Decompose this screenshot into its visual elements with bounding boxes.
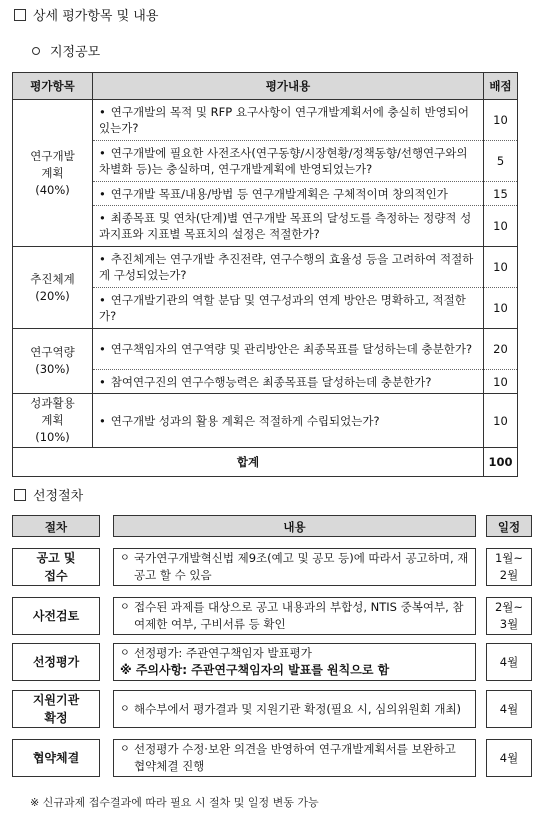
score-cell: 20 — [484, 329, 518, 370]
item-cell: • 연구개발 성과의 활용 계획은 적절하게 수립되었는가? — [93, 394, 484, 448]
header-content: 평가내용 — [93, 73, 484, 100]
total-value: 100 — [484, 448, 518, 477]
process-step-desc: ㅇ 접수된 과제를 대상으로 공고 내용과의 부합성, NTIS 중복여부, 참여제한 여부, 구비서류 등 확인 — [113, 597, 476, 635]
process-header-schedule: 일정 — [486, 515, 532, 537]
item-cell: • 연구개발에 필요한 사전조사(연구동향/시장현황/정책동향/선행연구와의 차별화 등)는 충실하며, 연구개발계획에 반영되었는가? — [93, 141, 484, 182]
item-cell: • 연구개발의 목적 및 RFP 요구사항이 연구개발계획서에 충실히 반영되어 있는가? — [93, 100, 484, 141]
total-label: 합계 — [13, 448, 484, 477]
process-step-name: 지원기관 확정 — [12, 690, 100, 728]
warning-note: ※ 주의사항: 주관연구책임자의 발표를 원칙으로 함 — [120, 663, 390, 677]
circle-bullet-icon — [32, 47, 40, 55]
score-cell: 10 — [484, 247, 518, 288]
process-step-name: 선정평가 — [12, 643, 100, 681]
process-step-schedule: 1월~ 2월 — [486, 548, 532, 586]
score-cell: 10 — [484, 100, 518, 141]
item-cell: • 연구개발 목표/내용/방법 등 연구개발계획은 구체적이며 창의적인가 — [93, 182, 484, 206]
section-title-evaluation: 상세 평가항목 및 내용 — [14, 5, 158, 24]
table-header-row — [13, 73, 518, 100]
score-cell: 10 — [484, 370, 518, 394]
evaluation-table — [12, 72, 518, 477]
score-cell: 10 — [484, 394, 518, 448]
process-step-desc: ㅇ 선정평가: 주관연구책임자 발표평가 ※ 주의사항: 주관연구책임자의 발표를 원칙으로 함 — [113, 643, 476, 681]
score-cell: 10 — [484, 288, 518, 329]
score-cell: 10 — [484, 206, 518, 247]
process-step-name: 사전검토 — [12, 597, 100, 635]
header-category: 평가항목 — [13, 73, 93, 100]
category-cell: 연구개발 계획 (40%) — [13, 100, 93, 247]
table-row — [13, 100, 518, 141]
item-cell: • 연구책임자의 연구역량 및 관리방안은 최종목표를 달성하는데 충분한가? — [93, 329, 484, 370]
square-bullet-icon — [14, 489, 26, 501]
table-row — [13, 247, 518, 288]
subsection-title: 지정공모 — [32, 41, 100, 60]
process-step-desc: ㅇ 해수부에서 평가결과 및 지원기관 확정(필요 시, 심의위원회 개최) — [113, 690, 476, 728]
process-step-desc: ㅇ 국가연구개발혁신법 제9조(예고 및 공모 등)에 따라서 공고하며, 재공고 할 수 있음 — [113, 548, 476, 586]
process-step-schedule: 4월 — [486, 739, 532, 777]
category-cell: 연구역량 (30%) — [13, 329, 93, 394]
item-cell: • 연구개발기관의 역할 분담 및 연구성과의 연계 방안은 명확하고, 적절한가? — [93, 288, 484, 329]
process-step-schedule: 2월~ 3월 — [486, 597, 532, 635]
table-row — [13, 394, 518, 448]
score-cell: 15 — [484, 182, 518, 206]
process-header-step: 절차 — [12, 515, 100, 537]
process-step-name: 협약체결 — [12, 739, 100, 777]
footnote: ※ 신규과제 접수결과에 따라 필요 시 절차 및 일정 변동 가능 — [30, 796, 319, 809]
item-cell: • 추진체계는 연구개발 추진전략, 연구수행의 효율성 등을 고려하여 적절하게 구성되었는가? — [93, 247, 484, 288]
process-step-desc: ㅇ 선정평가 수정·보완 의견을 반영하여 연구개발계획서를 보완하고 협약체결 진행 — [113, 739, 476, 777]
category-cell: 추진체계 (20%) — [13, 247, 93, 329]
item-cell: • 참여연구진의 연구수행능력은 최종목표를 달성하는데 충분한가? — [93, 370, 484, 394]
process-header-content: 내용 — [113, 515, 476, 537]
square-bullet-icon — [14, 9, 26, 21]
score-cell: 5 — [484, 141, 518, 182]
process-step-schedule: 4월 — [486, 643, 532, 681]
total-row — [13, 448, 518, 477]
item-cell: • 최종목표 및 연차(단계)별 연구개발 목표의 달성도를 측정하는 정량적 성과지표와 지표별 목표치의 설정은 적절한가? — [93, 206, 484, 247]
category-cell: 성과활용 계획 (10%) — [13, 394, 93, 448]
header-score: 배점 — [484, 73, 518, 100]
process-step-name: 공고 및 접수 — [12, 548, 100, 586]
process-step-schedule: 4월 — [486, 690, 532, 728]
table-row — [13, 329, 518, 370]
section-title-selection: 선정절차 — [14, 485, 83, 504]
